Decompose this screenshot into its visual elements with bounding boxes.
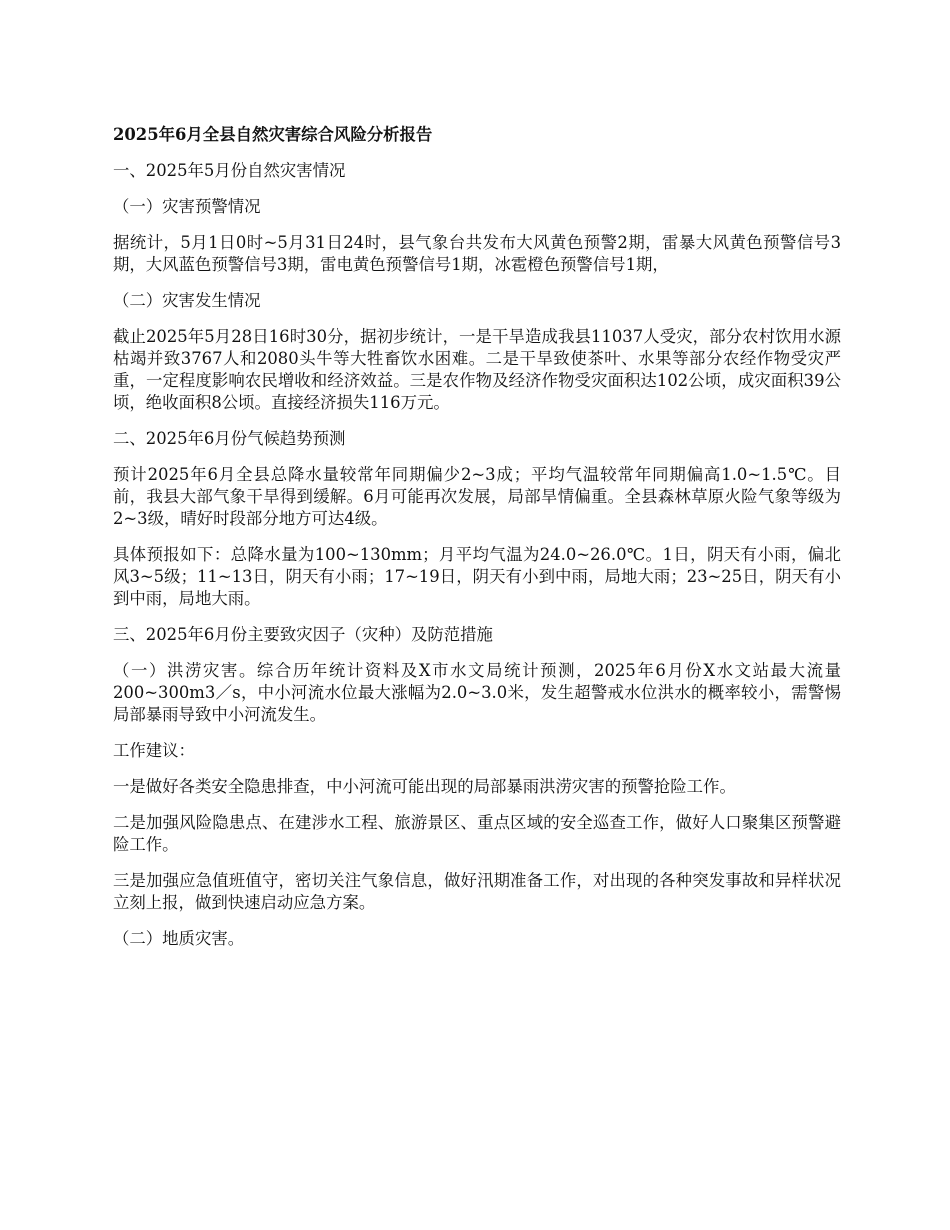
subsection-heading-warning: （一）灾害预警情况 <box>113 197 261 216</box>
work-suggestions-label: 工作建议： <box>113 741 195 760</box>
paragraph-detailed-forecast: 具体预报如下：总降水量为100~130mm；月平均气温为24.0~26.0℃。1日，阴天有小雨，偏北风3~5级；11~13日，阴天有小雨；17~19日，阴天有小到中雨，局地大雨；23~25日，阴天有小到中雨，局地大雨。 <box>113 545 841 608</box>
document-page <box>113 124 841 964</box>
section-heading-3: 三、2025年6月份主要致灾因子（灾种）及防范措施 <box>113 625 493 644</box>
section-heading-1: 一、2025年5月份自然灾害情况 <box>113 161 346 180</box>
section-heading-2: 二、2025年6月份气候趋势预测 <box>113 429 346 448</box>
paragraph-climate-trend: 预计2025年6月全县总降水量较常年同期偏少2~3成；平均气温较常年同期偏高1.0~1.5℃。目前，我县大部气象干旱得到缓解。6月可能再次发展，局部旱情偏重。全县森林草原火险气象等级为2~3级，晴好时段部分地方可达4级。 <box>113 465 841 528</box>
suggestion-2: 二是加强风险隐患点、在建涉水工程、旅游景区、重点区域的安全巡查工作，做好人口聚集区预警避险工作。 <box>113 813 841 854</box>
subsection-heading-occurrence: （二）灾害发生情况 <box>113 291 261 310</box>
paragraph-flood-disaster: （一）洪涝灾害。综合历年统计资料及X市水文局统计预测，2025年6月份X水文站最大流量200~300m3／s，中小河流水位最大涨幅为2.0~3.0米，发生超警戒水位洪水的概率较小，需警惕局部暴雨导致中小河流发生。 <box>113 661 841 724</box>
subsection-heading-geological: （二）地质灾害。 <box>113 929 245 948</box>
suggestion-3: 三是加强应急值班值守，密切关注气象信息，做好汛期准备工作，对出现的各种突发事故和异样状况立刻上报，做到快速启动应急方案。 <box>113 871 841 912</box>
suggestion-1: 一是做好各类安全隐患排查，中小河流可能出现的局部暴雨洪涝灾害的预警抢险工作。 <box>113 777 736 796</box>
paragraph-warning-stats: 据统计，5月1日0时~5月31日24时，县气象台共发布大风黄色预警2期，雷暴大风黄色预警信号3期，大风蓝色预警信号3期，雷电黄色预警信号1期，冰雹橙色预警信号1期， <box>113 233 841 274</box>
paragraph-occurrence-stats: 截止2025年5月28日16时30分，据初步统计，一是干旱造成我县11037人受灾，部分农村饮用水源枯竭并致3767人和2080头牛等大牲畜饮水困难。二是干旱致使茶叶、水果等部分农经作物受灾严重，一定程度影响农民增收和经济效益。三是农作物及经济作物受灾面积达102公顷，成灾面积39公顷，绝收面积8公顷。直接经济损失116万元。 <box>113 327 841 412</box>
document-title: 2025年6月全县自然灾害综合风险分析报告 <box>113 125 433 144</box>
